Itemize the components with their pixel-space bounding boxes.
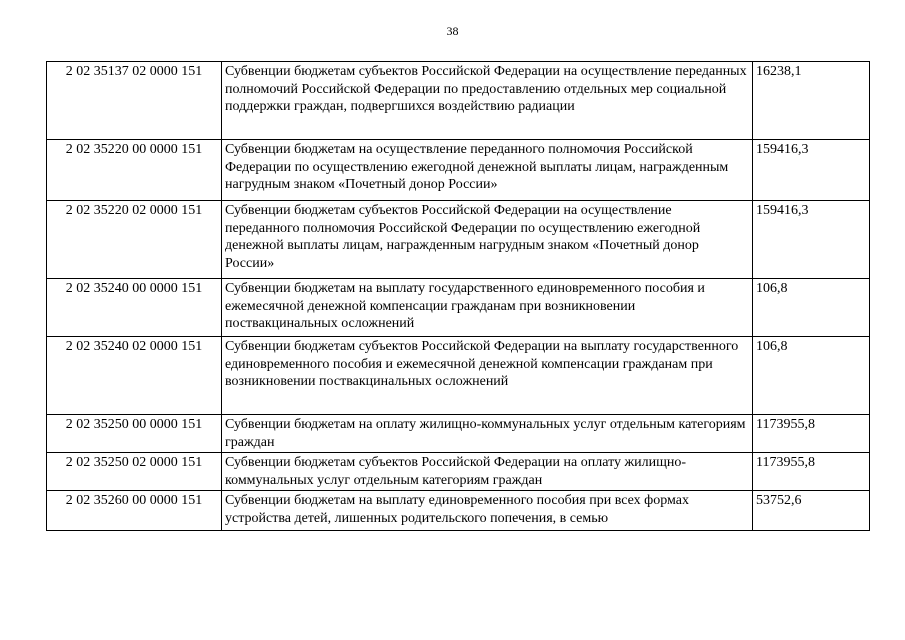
table-row	[47, 62, 870, 140]
budget-code: 2 02 35220 02 0000 151	[47, 201, 222, 279]
budget-code: 2 02 35260 00 0000 151	[47, 491, 222, 531]
budget-amount: 53752,6	[753, 491, 870, 531]
budget-description: Субвенции бюджетам субъектов Российской Федерации на выплату государственного единовременного пособия и ежемесячной денежной компенсации гражданам при возникновении поствакцинальных осложнений	[222, 337, 753, 415]
budget-amount: 106,8	[753, 337, 870, 415]
budget-description: Субвенции бюджетам на осуществление переданного полномочия Российской Федерации по осуществлению ежегодной денежной выплаты лицам, награжденным нагрудным знаком «Почетный донор России»	[222, 140, 753, 201]
budget-amount: 16238,1	[753, 62, 870, 140]
budget-code: 2 02 35250 02 0000 151	[47, 453, 222, 491]
budget-amount: 1173955,8	[753, 453, 870, 491]
table-row	[47, 140, 870, 201]
budget-description: Субвенции бюджетам на оплату жилищно-коммунальных услуг отдельным категориям граждан	[222, 415, 753, 453]
budget-code: 2 02 35250 00 0000 151	[47, 415, 222, 453]
budget-code: 2 02 35137 02 0000 151	[47, 62, 222, 140]
budget-description: Субвенции бюджетам субъектов Российской Федерации на осуществление переданного полномочия Российской Федерации по осуществлению ежегодной денежной выплаты лицам, награжденным нагрудным знаком «Почетный донор России»	[222, 201, 753, 279]
table-row	[47, 453, 870, 491]
budget-amount: 159416,3	[753, 201, 870, 279]
table-row	[47, 201, 870, 279]
budget-code: 2 02 35240 02 0000 151	[47, 337, 222, 415]
budget-code: 2 02 35240 00 0000 151	[47, 279, 222, 337]
budget-description: Субвенции бюджетам на выплату государственного единовременного пособия и ежемесячной денежной компенсации гражданам при возникновении поствакцинальных осложнений	[222, 279, 753, 337]
budget-table	[46, 61, 870, 531]
budget-description: Субвенции бюджетам субъектов Российской Федерации на оплату жилищно-коммунальных услуг отдельным категориям граждан	[222, 453, 753, 491]
table-row	[47, 415, 870, 453]
budget-description: Субвенции бюджетам на выплату единовременного пособия при всех формах устройства детей, лишенных родительского попечения, в семью	[222, 491, 753, 531]
budget-amount: 106,8	[753, 279, 870, 337]
table-row	[47, 279, 870, 337]
budget-amount: 159416,3	[753, 140, 870, 201]
budget-description: Субвенции бюджетам субъектов Российской Федерации на осуществление переданных полномочий Российской Федерации по предоставлению отдельных мер социальной поддержки граждан, подвергшихся воздействию радиации	[222, 62, 753, 140]
budget-code: 2 02 35220 00 0000 151	[47, 140, 222, 201]
budget-amount: 1173955,8	[753, 415, 870, 453]
table-row	[47, 491, 870, 531]
page-number: 38	[446, 24, 459, 38]
table-row	[47, 337, 870, 415]
